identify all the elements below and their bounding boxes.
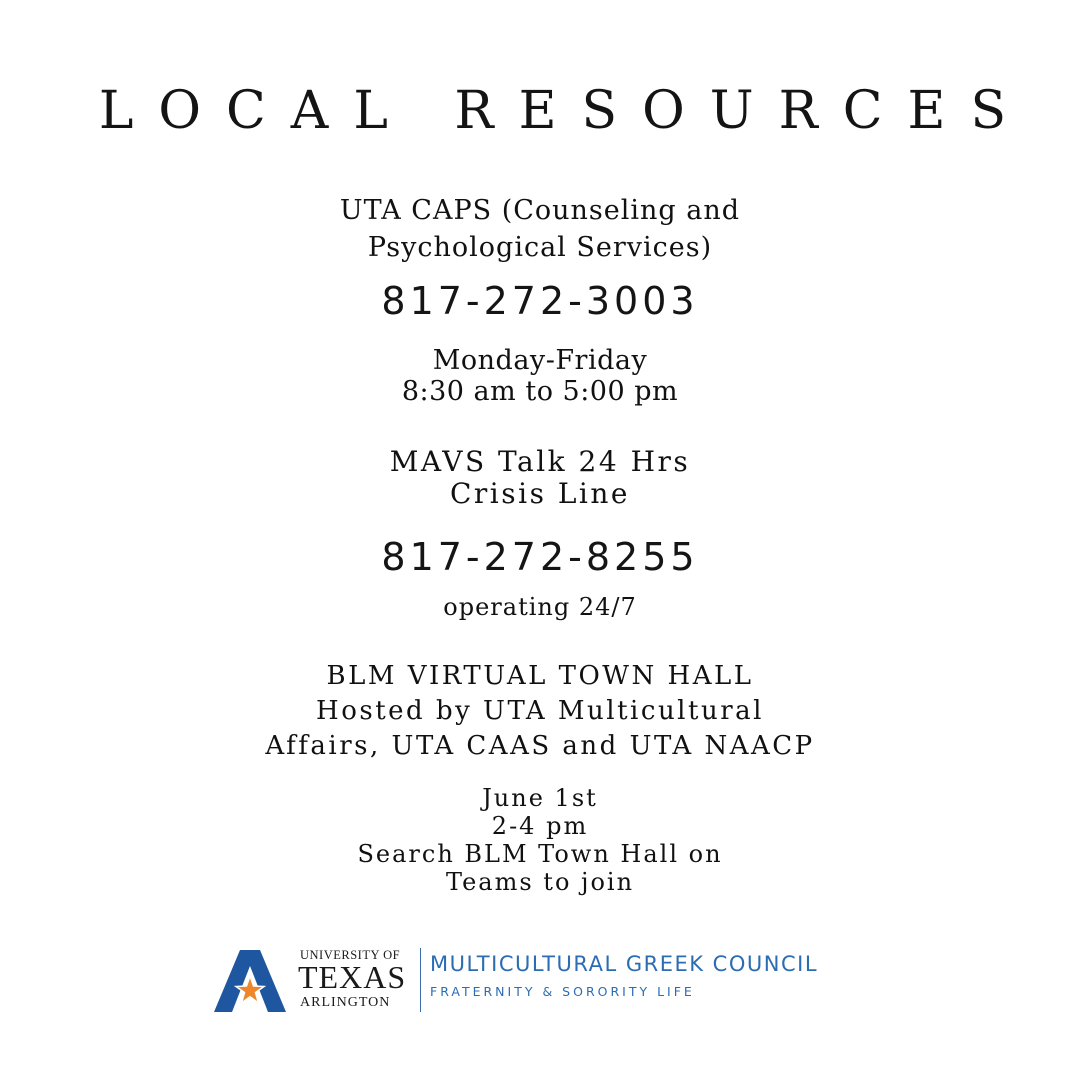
caps-phone: 817-272-3003 xyxy=(381,279,699,323)
mavs-hours: operating 24/7 xyxy=(443,593,637,621)
town-hall-line2: Hosted by UTA Multicultural xyxy=(316,696,764,726)
caps-hours xyxy=(0,345,1080,407)
footer-divider xyxy=(420,948,421,1012)
mavs-name xyxy=(0,446,1080,510)
caps-name-line2: Psychological Services) xyxy=(367,232,713,263)
mavs-name-line2: Crisis Line xyxy=(449,477,630,510)
caps-name-line1: UTA CAPS (Counseling and xyxy=(339,195,741,226)
mavs-phone: 817-272-8255 xyxy=(381,535,699,579)
town-hall-heading xyxy=(0,659,1080,764)
town-hall-line3: Affairs, UTA CAAS and UTA NAACP xyxy=(265,731,815,761)
council-title: MULTICULTURAL GREEK COUNCIL xyxy=(430,952,819,976)
event-instructions-line2: Teams to join xyxy=(445,868,635,896)
event-time: 2-4 pm xyxy=(491,812,589,840)
event-date: June 1st xyxy=(482,784,598,812)
caps-name xyxy=(0,192,1080,266)
caps-hours-time: 8:30 am to 5:00 pm xyxy=(401,376,679,407)
wordmark-arlington: ARLINGTON xyxy=(300,995,391,1010)
uta-a-star-icon xyxy=(214,950,286,1012)
wordmark-texas: TEXAS xyxy=(298,959,407,995)
wordmark-university-of: UNIVERSITY OF xyxy=(300,948,401,962)
council-subtitle: FRATERNITY & SORORITY LIFE xyxy=(430,984,695,999)
town-hall-line1: BLM VIRTUAL TOWN HALL xyxy=(326,661,754,691)
event-details xyxy=(0,784,1080,896)
footer-logo xyxy=(210,946,880,1016)
mavs-name-line1: MAVS Talk 24 Hrs xyxy=(389,445,691,478)
caps-hours-days: Monday-Friday xyxy=(432,345,648,376)
uta-wordmark xyxy=(298,946,416,1016)
event-instructions-line1: Search BLM Town Hall on xyxy=(357,840,723,868)
page-title: LOCAL RESOURCES xyxy=(98,81,1032,141)
council-name xyxy=(430,950,818,1000)
